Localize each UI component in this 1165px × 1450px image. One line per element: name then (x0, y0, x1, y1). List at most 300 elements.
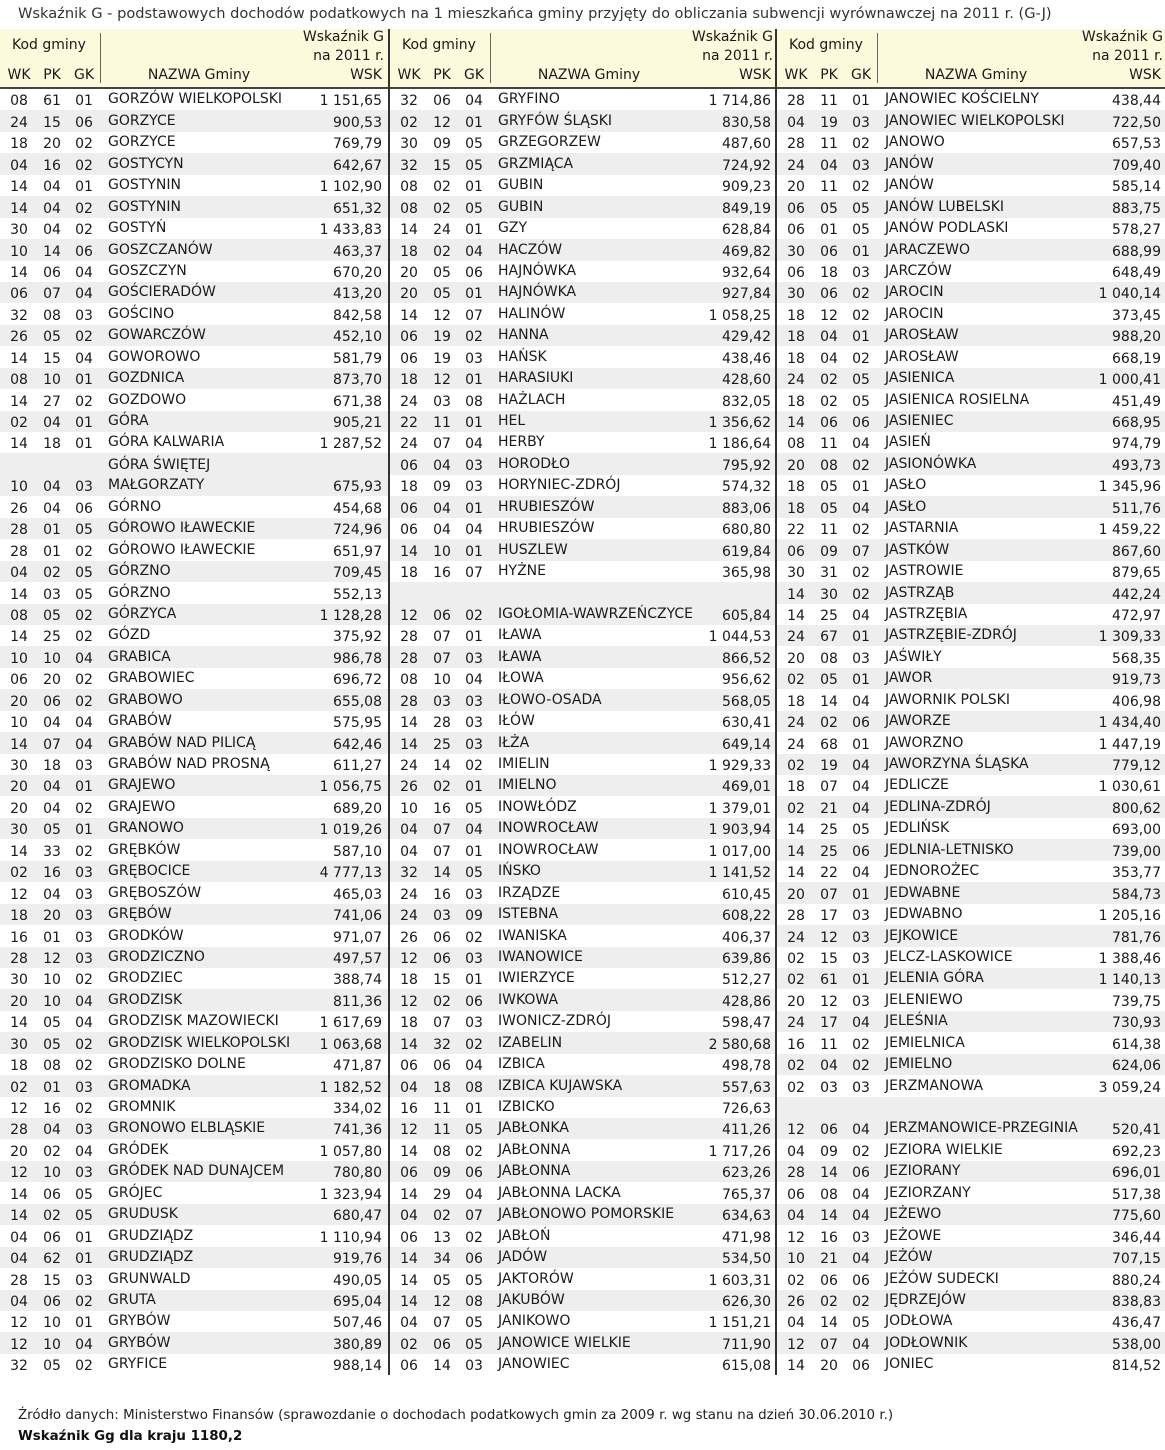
gk-cell: 02 (75, 1293, 93, 1310)
pk-cell: 09 (433, 136, 451, 153)
wk-cell: 28 (787, 1165, 805, 1182)
wk-cell: 12 (10, 1315, 28, 1332)
table-row (777, 282, 1165, 303)
header-wskaznik: Wskaźnik G (691, 29, 773, 45)
gk-cell: 04 (75, 350, 93, 367)
table-row (0, 1118, 388, 1139)
wk-cell: 24 (400, 436, 418, 453)
table-row (390, 218, 777, 239)
gk-cell: 01 (852, 972, 870, 989)
pk-cell: 08 (820, 650, 838, 667)
pk-cell: 04 (43, 200, 61, 217)
gk-cell: 04 (852, 693, 870, 710)
pk-cell: 07 (433, 436, 451, 453)
wk-cell: 24 (400, 758, 418, 775)
wsk-value-cell: 741,06 (333, 908, 382, 925)
wsk-value-cell: 919,76 (333, 1251, 382, 1268)
gmina-name-cell: JAWOR (885, 670, 933, 687)
wsk-value-cell: 838,83 (1112, 1293, 1161, 1310)
wk-cell: 12 (400, 993, 418, 1010)
pk-cell: 14 (820, 693, 838, 710)
table-row (777, 1139, 1165, 1160)
wsk-value-cell: 668,19 (1112, 350, 1161, 367)
gmina-name-cell: GRĘBOSZÓW (108, 884, 202, 901)
gk-cell: 01 (75, 1229, 93, 1246)
wsk-value-cell: 406,37 (722, 929, 771, 946)
wsk-value-cell: 780,80 (333, 1165, 382, 1182)
table-row (390, 518, 777, 539)
gk-cell: 01 (852, 93, 870, 110)
gmina-name-cell: GRYBÓW (108, 1334, 171, 1351)
wsk-value-cell: 689,20 (333, 800, 382, 817)
gmina-name-cell: JEZIORA WIELKIE (885, 1141, 1003, 1158)
wsk-value-cell: 680,47 (333, 1208, 382, 1225)
wk-cell: 24 (787, 629, 805, 646)
gk-cell: 04 (852, 607, 870, 624)
gmina-name-cell: JEMIELNICA (885, 1034, 965, 1051)
wsk-value-cell: 428,60 (722, 372, 771, 389)
wsk-value-cell: 557,63 (722, 1079, 771, 1096)
wk-cell: 14 (400, 1143, 418, 1160)
table-row (390, 947, 777, 968)
table-row (777, 303, 1165, 324)
gk-cell: 08 (465, 393, 483, 410)
pk-cell: 05 (820, 500, 838, 517)
wk-cell: 02 (787, 800, 805, 817)
gmina-name-cell: GÓRA KALWARIA (108, 434, 225, 451)
pk-cell: 04 (43, 479, 61, 496)
gmina-name-cell: GRUDZIĄDZ (108, 1249, 194, 1266)
wk-cell: 10 (10, 715, 28, 732)
wk-cell: 14 (10, 586, 28, 603)
pk-cell: 10 (433, 543, 451, 560)
wk-cell: 18 (787, 393, 805, 410)
pk-cell: 06 (43, 264, 61, 281)
gk-cell: 04 (465, 822, 483, 839)
gk-cell: 02 (852, 1036, 870, 1053)
table-row (0, 1032, 388, 1053)
wk-cell: 14 (10, 264, 28, 281)
wsk-value-cell: 334,02 (333, 1101, 382, 1118)
gk-cell: 04 (465, 1186, 483, 1203)
table-row (777, 582, 1165, 603)
wk-cell: 32 (400, 93, 418, 110)
pk-cell: 05 (43, 1036, 61, 1053)
pk-cell: 16 (820, 1229, 838, 1246)
gk-cell: 01 (465, 222, 483, 239)
wsk-value-cell: 811,36 (333, 993, 382, 1010)
table-row (390, 968, 777, 989)
gk-cell: 02 (465, 1036, 483, 1053)
pk-cell: 11 (820, 522, 838, 539)
gk-cell: 02 (75, 672, 93, 689)
table-row (390, 1204, 777, 1225)
gk-cell: 04 (75, 993, 93, 1010)
gmina-name-cell: GÓRA ŚWIĘTEJ MAŁGORZATY (108, 457, 211, 494)
wsk-value-cell: 905,21 (333, 415, 382, 431)
wk-cell: 28 (10, 950, 28, 967)
pk-cell: 20 (43, 672, 61, 689)
gmina-name-cell: IŁOWA (498, 670, 544, 687)
gk-cell: 03 (465, 1358, 483, 1375)
gk-cell: 06 (75, 500, 93, 517)
wsk-value-cell: 584,73 (1112, 886, 1161, 903)
wk-cell: 18 (400, 565, 418, 582)
gk-cell: 01 (465, 843, 483, 860)
pk-cell: 04 (43, 415, 61, 431)
gk-cell: 01 (465, 543, 483, 560)
pk-cell: 06 (433, 93, 451, 110)
gmina-name-cell: JEDLIŃSK (885, 820, 950, 837)
wsk-value-cell: 696,72 (333, 672, 382, 689)
gk-cell: 06 (465, 993, 483, 1010)
gk-cell: 03 (75, 908, 93, 925)
gmina-name-cell: GROMADKA (108, 1077, 191, 1094)
wk-cell: 02 (787, 1079, 805, 1096)
gmina-name-cell: JEŻOWE (885, 1227, 942, 1244)
wsk-value-cell: 1 903,94 (708, 822, 771, 839)
table-row (390, 625, 777, 646)
gmina-name-cell: JADÓW (498, 1249, 548, 1266)
wsk-value-cell: 1 044,53 (708, 629, 771, 646)
table-row (777, 861, 1165, 882)
wsk-value-cell: 538,00 (1112, 1336, 1161, 1353)
wk-cell: 16 (787, 1036, 805, 1053)
gk-cell: 04 (852, 500, 870, 517)
gk-cell: 03 (465, 650, 483, 667)
pk-cell: 11 (820, 179, 838, 196)
table-row (390, 1118, 777, 1139)
pk-cell: 04 (43, 500, 61, 517)
pk-cell: 16 (43, 1101, 61, 1118)
gk-cell: 03 (852, 950, 870, 967)
gmina-name-cell: IMIELNO (498, 777, 557, 794)
gmina-name-cell: HYŻNE (498, 563, 546, 580)
pk-cell: 68 (820, 736, 838, 753)
gk-cell: 05 (465, 1272, 483, 1289)
pk-cell: 08 (820, 1186, 838, 1203)
pk-cell: 32 (433, 1036, 451, 1053)
gk-cell: 04 (75, 1336, 93, 1353)
table-row (390, 539, 777, 560)
wk-cell: 20 (400, 286, 418, 303)
gk-cell: 01 (75, 1251, 93, 1268)
gmina-name-cell: GRYFINO (498, 91, 560, 108)
table-row (390, 1268, 777, 1289)
header-wk: WK (784, 67, 808, 83)
gk-cell: 07 (852, 543, 870, 560)
wk-cell: 06 (10, 672, 28, 689)
table-header (0, 29, 388, 89)
wsk-value-cell: 552,13 (333, 586, 382, 603)
pk-cell: 06 (433, 607, 451, 624)
table-row (777, 925, 1165, 946)
table-row (0, 432, 388, 453)
gk-cell: 02 (852, 350, 870, 367)
header-wsk: WSK (1129, 67, 1161, 83)
pk-cell: 05 (433, 264, 451, 281)
gmina-name-cell: IWIERZYCE (498, 970, 575, 987)
gmina-name-cell: GZY (498, 220, 527, 237)
wk-cell: 10 (787, 1251, 805, 1268)
wsk-value-cell: 873,70 (333, 372, 382, 389)
table-row (0, 925, 388, 946)
gmina-name-cell: JASŁO (885, 498, 927, 515)
table-row (0, 604, 388, 625)
wk-cell: 06 (787, 222, 805, 239)
pk-cell: 04 (43, 222, 61, 239)
wk-cell: 14 (10, 1186, 28, 1203)
pk-cell: 16 (43, 157, 61, 174)
header-name: NAZWA Gminy (147, 67, 251, 83)
wsk-value-cell: 1 603,31 (708, 1272, 771, 1289)
pk-cell: 04 (433, 522, 451, 539)
pk-cell: 11 (820, 1036, 838, 1053)
gmina-name-cell: GÓROWO IŁAWECKIE (108, 520, 256, 537)
table-row (0, 754, 388, 775)
wk-cell: 06 (787, 264, 805, 281)
pk-cell: 61 (43, 93, 61, 110)
pk-cell: 21 (820, 1251, 838, 1268)
wk-cell: 28 (10, 522, 28, 539)
wsk-value-cell: 1 459,22 (1098, 522, 1161, 539)
wk-cell: 32 (400, 865, 418, 882)
gk-cell: 04 (852, 436, 870, 453)
gmina-name-cell: JABŁONNA LACKA (498, 1184, 621, 1201)
gmina-name-cell: GÓRZYCA (108, 605, 177, 622)
table-row (390, 1032, 777, 1053)
gk-cell: 03 (75, 307, 93, 324)
table-row (0, 132, 388, 153)
wk-cell: 12 (10, 886, 28, 903)
gmina-name-cell: JASIEŃ (885, 434, 931, 451)
wk-cell: 12 (787, 1229, 805, 1246)
gmina-name-cell: IŁÓW (498, 713, 535, 730)
gmina-name-cell: GOWOROWO (108, 348, 201, 365)
gk-cell: 01 (852, 479, 870, 496)
gmina-name-cell: HORYNIEC-ZDRÓJ (498, 477, 621, 494)
table-row (777, 110, 1165, 131)
wk-cell: 04 (10, 565, 28, 582)
gmina-name-cell: GRODZISKO DOLNE (108, 1056, 246, 1073)
wk-cell: 02 (787, 972, 805, 989)
wk-cell: 12 (400, 607, 418, 624)
wsk-value-cell: 670,20 (333, 264, 382, 281)
wk-cell: 02 (787, 1058, 805, 1075)
pk-cell: 15 (43, 1272, 61, 1289)
gmina-name-cell: JELCZ-LASKOWICE (885, 948, 1013, 965)
wk-cell: 20 (10, 1143, 28, 1160)
gmina-name-cell: GRODZIEC (108, 970, 183, 987)
table-row (777, 239, 1165, 260)
pk-cell: 05 (820, 672, 838, 689)
gmina-name-cell: GUBIN (498, 177, 544, 194)
table-row (777, 1182, 1165, 1203)
table-row (0, 153, 388, 174)
pk-cell: 05 (43, 329, 61, 346)
table-row (0, 1332, 388, 1353)
gmina-name-cell: JĘDRZEJÓW (885, 1291, 966, 1308)
gmina-name-cell: HAJNÓWKA (498, 284, 577, 301)
table-row (0, 175, 388, 196)
pk-cell: 06 (820, 286, 838, 303)
gk-cell: 03 (465, 350, 483, 367)
wk-cell: 06 (400, 350, 418, 367)
table-row (0, 346, 388, 367)
gmina-name-cell: GRĘBOCICE (108, 863, 191, 880)
wk-cell: 14 (400, 1251, 418, 1268)
wsk-value-cell: 442,24 (1112, 586, 1161, 603)
wk-cell: 14 (400, 1036, 418, 1053)
pk-cell: 15 (43, 114, 61, 131)
pk-cell: 04 (43, 886, 61, 903)
wsk-value-cell: 814,52 (1112, 1358, 1161, 1375)
pk-cell: 04 (43, 1122, 61, 1139)
gk-cell: 04 (852, 758, 870, 774)
gmina-name-cell: GRABÓW NAD PILICĄ (108, 734, 256, 751)
wk-cell: 04 (787, 1208, 805, 1225)
wsk-value-cell: 842,58 (333, 307, 382, 324)
pk-cell: 33 (43, 843, 61, 860)
pk-cell: 03 (433, 393, 451, 410)
gk-cell: 02 (465, 329, 483, 346)
table-row (777, 839, 1165, 860)
wk-cell: 26 (400, 779, 418, 796)
gmina-name-cell: IŁAWA (498, 627, 542, 644)
wsk-value-cell: 619,84 (722, 543, 771, 560)
table-row (0, 775, 388, 796)
gmina-name-cell: JODŁOWA (885, 1313, 953, 1330)
wk-cell: 14 (10, 843, 28, 860)
gmina-name-cell: JASIONÓWKA (885, 455, 977, 472)
table-row (0, 796, 388, 817)
gk-cell: 02 (852, 586, 870, 603)
wk-cell: 30 (787, 243, 805, 260)
wk-cell: 02 (787, 950, 805, 967)
pk-cell: 02 (433, 179, 451, 196)
gmina-name-cell: GOSZCZANÓW (108, 241, 213, 258)
wk-cell: 02 (10, 415, 28, 431)
wsk-value-cell: 610,45 (722, 886, 771, 903)
wk-cell: 18 (400, 1015, 418, 1032)
gmina-name-cell: HRUBIESZÓW (498, 520, 595, 537)
wsk-value-cell: 624,06 (1112, 1058, 1161, 1075)
gk-cell: 03 (852, 1079, 870, 1096)
wk-cell: 18 (400, 372, 418, 389)
gk-cell: 03 (75, 758, 93, 775)
table-row (0, 389, 388, 410)
wsk-value-cell: 411,26 (722, 1122, 771, 1139)
gmina-name-cell: GRUDUSK (108, 1206, 178, 1223)
pk-cell: 06 (820, 415, 838, 431)
wsk-value-cell: 490,05 (333, 1272, 382, 1289)
pk-cell: 06 (820, 1272, 838, 1289)
pk-cell: 22 (820, 865, 838, 882)
wk-cell: 06 (787, 543, 805, 560)
gmina-name-cell: HANNA (498, 327, 549, 344)
wsk-value-cell: 497,57 (333, 950, 382, 967)
table-row (777, 153, 1165, 174)
gmina-name-cell: GRUNWALD (108, 1270, 191, 1287)
wk-cell: 14 (400, 736, 418, 753)
table-row (0, 1161, 388, 1182)
header-wk: WK (397, 67, 421, 83)
wk-cell: 14 (400, 543, 418, 560)
gmina-name-cell: JEJKOWICE (885, 927, 959, 944)
wsk-value-cell: 614,38 (1112, 1036, 1161, 1053)
wk-cell: 10 (10, 479, 28, 496)
wsk-value-cell: 517,38 (1112, 1186, 1161, 1203)
wsk-value-cell: 429,42 (722, 329, 771, 346)
wsk-value-cell: 511,76 (1112, 500, 1161, 517)
gk-cell: 04 (465, 672, 483, 689)
pk-cell: 14 (820, 1315, 838, 1332)
wsk-value-cell: 1 151,21 (708, 1315, 771, 1332)
gk-cell: 01 (465, 500, 483, 517)
wsk-value-cell: 3 059,24 (1098, 1079, 1161, 1096)
pk-cell: 14 (433, 865, 451, 882)
gk-cell: 05 (852, 372, 870, 389)
table-row (390, 732, 777, 753)
gk-cell: 01 (852, 672, 870, 689)
wsk-value-cell: 668,95 (1112, 415, 1161, 431)
pk-cell: 11 (433, 1101, 451, 1118)
gk-cell: 02 (852, 286, 870, 303)
table-row (0, 303, 388, 324)
wk-cell: 14 (787, 1358, 805, 1375)
wsk-value-cell: 866,52 (722, 650, 771, 667)
header-wk: WK (7, 67, 31, 83)
wsk-value-cell: 1 379,01 (708, 800, 771, 817)
wsk-value-cell: 655,08 (333, 693, 382, 710)
gmina-name-cell: IGOŁOMIA-WAWRZEŃCZYCE (498, 605, 693, 622)
wk-cell: 20 (10, 693, 28, 710)
pk-cell: 21 (820, 800, 838, 817)
gmina-name-cell: IŃSKO (498, 863, 541, 880)
wk-cell: 28 (400, 650, 418, 667)
gk-cell: 04 (75, 1143, 93, 1160)
gmina-name-cell: JONIEC (885, 1356, 934, 1373)
table-row (390, 1332, 777, 1353)
gmina-name-cell: JELENIA GÓRA (885, 970, 984, 987)
wk-cell: 02 (10, 1079, 28, 1096)
gmina-name-cell: GRYFICE (108, 1356, 168, 1373)
gk-cell: 03 (852, 157, 870, 174)
gmina-name-cell: GRABICA (108, 648, 171, 665)
wsk-value-cell: 1 040,14 (1098, 286, 1161, 303)
wk-cell: 30 (10, 822, 28, 839)
header-year: na 2011 r. (702, 48, 773, 64)
table-row (390, 368, 777, 389)
wsk-value-cell: 769,79 (333, 136, 382, 153)
pk-cell: 02 (433, 993, 451, 1010)
pk-cell: 15 (820, 950, 838, 967)
gmina-name-cell: GOZDNICA (108, 370, 185, 387)
wsk-value-cell: 406,98 (1112, 693, 1161, 710)
gk-cell: 06 (465, 264, 483, 281)
pk-cell: 15 (43, 350, 61, 367)
wsk-value-cell: 695,04 (333, 1293, 382, 1310)
gmina-name-cell: JAROSŁAW (885, 348, 959, 365)
wk-cell: 20 (10, 779, 28, 796)
gk-cell: 01 (465, 286, 483, 303)
header-kod-gminy: Kod gminy (789, 37, 863, 53)
gmina-name-cell: IZABELIN (498, 1034, 563, 1051)
wsk-value-cell: 1 388,46 (1098, 950, 1161, 967)
wk-cell: 04 (10, 157, 28, 174)
wk-cell: 04 (400, 822, 418, 839)
table-row (777, 196, 1165, 217)
